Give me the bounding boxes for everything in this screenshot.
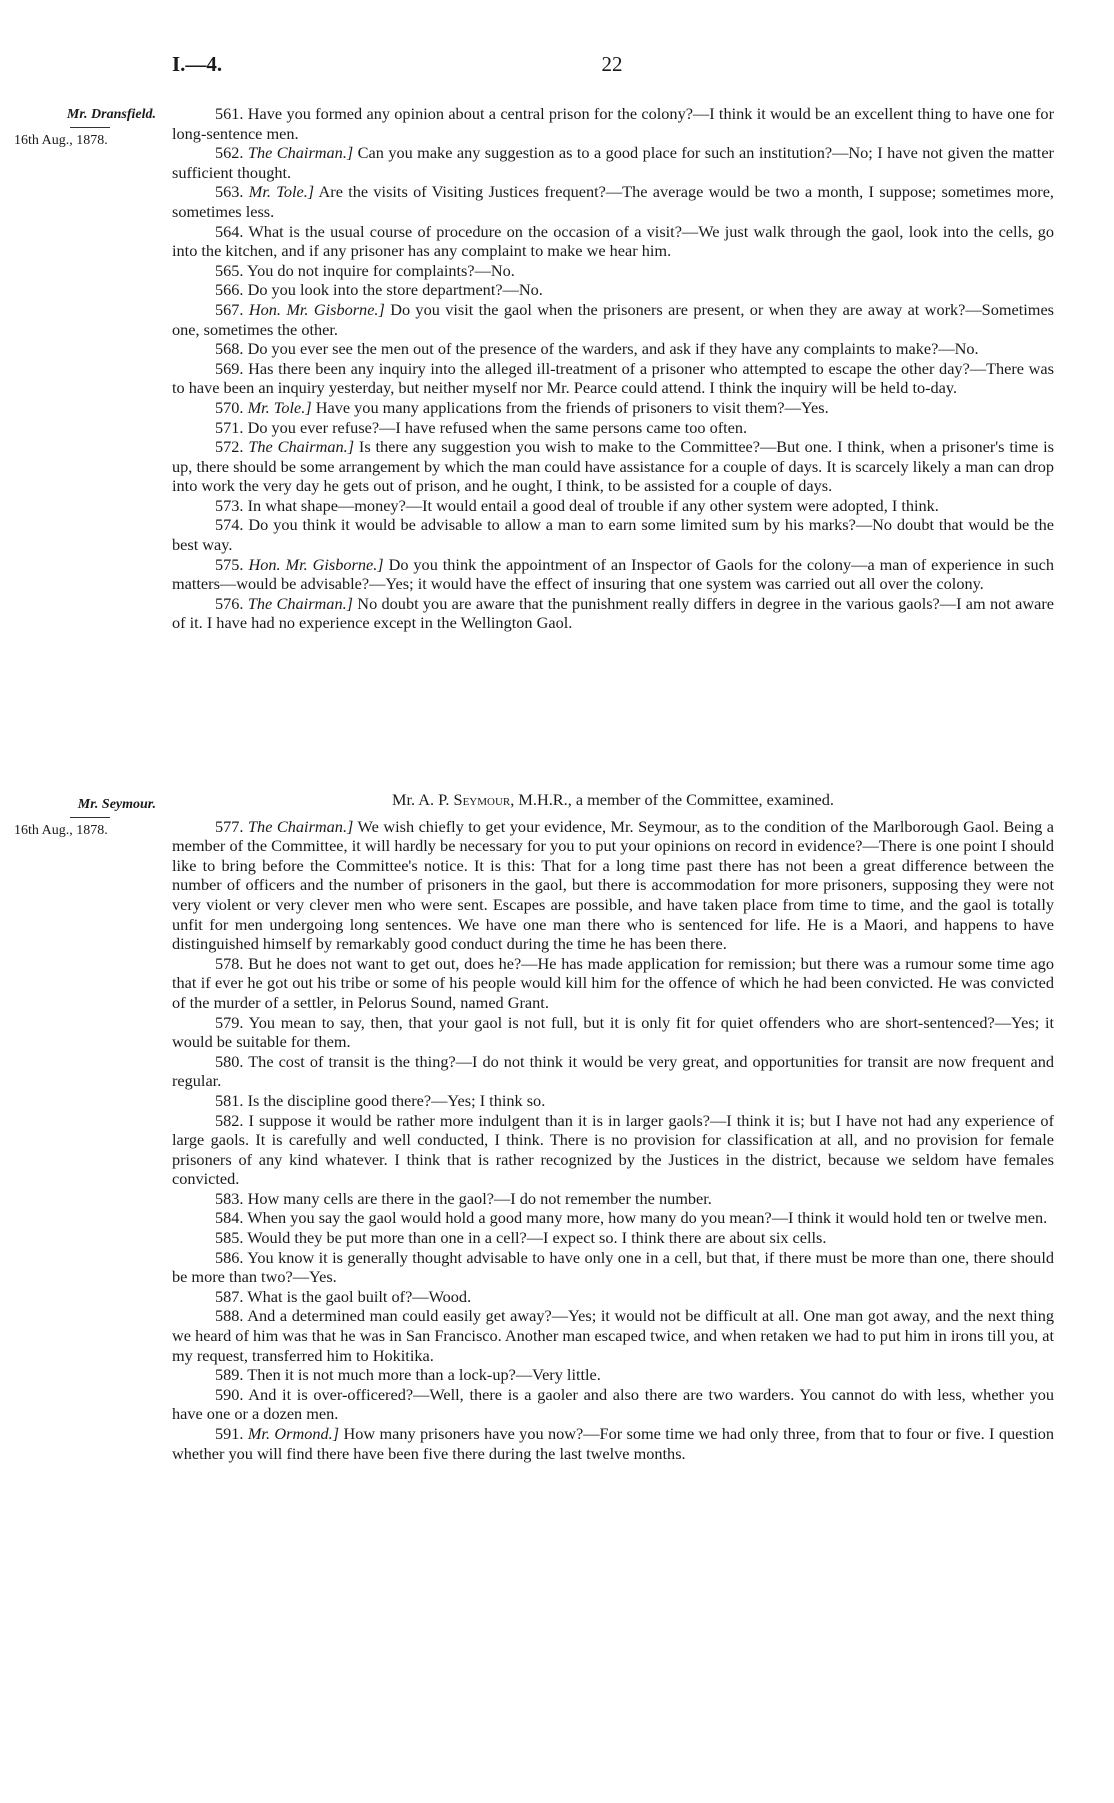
evidence-paragraph: 564. What is the usual course of procedure on the occasion of a visit?—We just walk through the gaol, look into the cells, go into the kitchen, and if any prisoner has any complaint to make we hear him. [172, 221, 1054, 261]
witness-name: Mr. Seymour. [77, 797, 156, 812]
speaker-label: The Chairman.] [247, 143, 354, 163]
evidence-paragraph: 577. The Chairman.] We wish chiefly to get your evidence, Mr. Seymour, as to the condition of the Marlborough Gaol. Being a member of the Committee, it will hardly be necessary for you to put your opinions on record in evidence?—There is one point I should like to bring before the Committee's notice. It is this: That for a long time past there has not been a great difference between the number of officers and the number of prisoners in the gaol, but there is accommodation for more prisoners, supposing they were not very violent or very clever men who were sent. Escapes are possible, and have taken place from time to time, and the gaol is totally unfit for men undergoing long sentences. We have one man there who is sentenced for life. He is a Maori, and happens to have distinguished himself by remarkably good conduct during the time he has been there. [172, 816, 1054, 954]
document-reference: I.—4. [172, 52, 223, 76]
speaker-label: Hon. Mr. Gisborne.] [248, 554, 384, 574]
evidence-paragraph: 576. The Chairman.] No doubt you are aware that the punishment really differs in degree in the various gaols?—I am not aware of it. I have had no experience except in the Wellington Gaol. [172, 593, 1054, 633]
speaker-label: Mr. Ormond.] [247, 1424, 340, 1443]
evidence-section-1 [172, 104, 1054, 633]
evidence-paragraph: 578. But he does not want to get out, does he?—He has made application for remission; but there was a rumour some time ago that if ever he got out his tribe or some of his people would kill him for the offence of which he had been convicted. He was convicted of the murder of a settler, in Pelorus Sound, named Grant. [172, 953, 1054, 1012]
evidence-paragraph: 570. Mr. Tole.] Have you many applications from the friends of prisoners to visit them?—Yes. [215, 397, 829, 417]
evidence-paragraph: 587. What is the gaol built of?—Wood. [215, 1286, 472, 1306]
evidence-paragraph: 563. Mr. Tole.] Are the visits of Visiting Justices frequent?—The average would be two a month, I suppose; sometimes more, sometimes less. [172, 182, 1054, 221]
margin-rule [70, 127, 110, 128]
witness-date: 16th Aug., 1878. [14, 133, 108, 148]
witness-date: 16th Aug., 1878. [14, 823, 108, 838]
evidence-paragraph: 584. When you say the gaol would hold a good many more, how many do you mean?—I think it would hold ten or twelve men. [215, 1208, 1048, 1228]
page-number: 22 [601, 52, 623, 76]
evidence-paragraph: 583. How many cells are there in the gaol?—I do not remember the number. [215, 1188, 712, 1208]
margin-rule [70, 817, 110, 818]
evidence-paragraph: 582. I suppose it would be rather more indulgent than it is in larger gaols?—I think it is; but I have not had any experience of large gaols. It is carefully and well conducted, I think. There is no provision for classification at all, and no provision for female prisoners of any kind whatever. I think that is rather recognized by the Justices in the district, because we seldom have females convicted. [172, 1110, 1054, 1189]
evidence-paragraph: 580. The cost of transit is the thing?—I do not think it would be very great, and opportunities for transit are now frequent and regular. [172, 1051, 1054, 1091]
page-header [172, 52, 1052, 82]
margin-note-witness-2 [14, 796, 174, 839]
evidence-paragraph: 575. Hon. Mr. Gisborne.] Do you think the appointment of an Inspector of Gaols for the colony—a man of experience in such matters—would be advisable?—Yes; it would have the effect of insuring that one system was carried out all over the colony. [172, 554, 1055, 594]
evidence-paragraph: 581. Is the discipline good there?—Yes; I think so. [215, 1090, 546, 1110]
speaker-label: The Chairman.] [248, 437, 355, 457]
evidence-paragraph: 572. The Chairman.] Is there any suggestion you wish to make to the Committee?—But one. I think, when a prisoner's time is up, there should be some arrangement by which the man could have assistance for a couple of days. It is scarcely likely a man can drop into work the very day he gets out of prison, and he ought, I think, to be assisted for a couple of days. [172, 437, 1054, 496]
evidence-paragraph: 588. And a determined man could easily get away?—Yes; it would not be difficult at all. One man got away, and the next thing we heard of him was that he was in San Francisco. Another man escaped twice, and when retaken we had to put him in irons till you, at my request, transferred him to Hokitika. [172, 1306, 1054, 1365]
evidence-paragraph: 565. You do not inquire for complaints?—No. [215, 260, 515, 280]
evidence-paragraph: 589. Then it is not much more than a lock-up?—Very little. [215, 1365, 601, 1385]
evidence-paragraph: 573. In what shape—money?—It would entail a good deal of trouble if any other system were adopted, I think. [215, 495, 939, 515]
evidence-paragraph: 579. You mean to say, then, that your gaol is not full, but it is only fit for quiet offenders who are short-sentenced?—Yes; it would be suitable for them. [172, 1012, 1054, 1052]
speaker-label: The Chairman.] [247, 593, 353, 613]
speaker-label: The Chairman.] [248, 816, 354, 836]
evidence-paragraph: 591. Mr. Ormond.] How many prisoners have you now?—For some time we had only three, from that to four or five. I question whether you will find there have been five there during the last twelve months. [172, 1424, 1054, 1463]
speaker-label: Mr. Tole.] [247, 397, 312, 417]
witness-name: Mr. Dransfield. [66, 107, 156, 122]
evidence-paragraph: 585. Would they be put more than one in a cell?—I expect so. I think there are about six cells. [215, 1228, 827, 1248]
evidence-section-2 [172, 786, 1054, 1463]
evidence-paragraph: 590. And it is over-officered?—Well, there is a gaoler and also there are two warders. You cannot do with less, whether you have one or a dozen men. [172, 1384, 1054, 1424]
evidence-paragraph: 571. Do you ever refuse?—I have refused when the same persons came too often. [215, 417, 748, 437]
speaker-label: Mr. Tole.] [248, 182, 315, 202]
evidence-paragraph: 574. Do you think it would be advisable to allow a man to earn some limited sum by his marks?—No doubt that would be the best way. [172, 515, 1054, 555]
evidence-paragraph: 567. Hon. Mr. Gisborne.] Do you visit the gaol when the prisoners are present, or when they are away at work?—Sometimes one, sometimes the other. [172, 299, 1055, 339]
evidence-paragraph: 561. Have you formed any opinion about a central prison for the colony?—I think it would be an excellent thing to have one for long-sentence men. [172, 104, 1054, 143]
witness-heading: Mr. A. P. Seymour, M.H.R., a member of the Committee, examined. [391, 790, 834, 809]
speaker-label: Hon. Mr. Gisborne.] [248, 299, 385, 319]
margin-note-witness-1 [14, 106, 174, 149]
evidence-paragraph: 562. The Chairman.] Can you make any suggestion as to a good place for such an institution?—No; I have not given the matter sufficient thought. [172, 143, 1054, 182]
evidence-paragraph: 569. Has there been any inquiry into the alleged ill-treatment of a prisoner who attempted to escape the other day?—There was to have been an inquiry yesterday, but neither myself nor Mr. Pearce could attend. I think the inquiry will be held to-day. [172, 358, 1054, 398]
evidence-paragraph: 566. Do you look into the store department?—No. [215, 280, 543, 300]
evidence-paragraph: 568. Do you ever see the men out of the presence of the warders, and ask if they have any complaints to make?—No. [215, 339, 979, 359]
evidence-paragraph: 586. You know it is generally thought advisable to have only one in a cell, but that, if there must be more than one, there should be more than two?—Yes. [172, 1247, 1054, 1287]
